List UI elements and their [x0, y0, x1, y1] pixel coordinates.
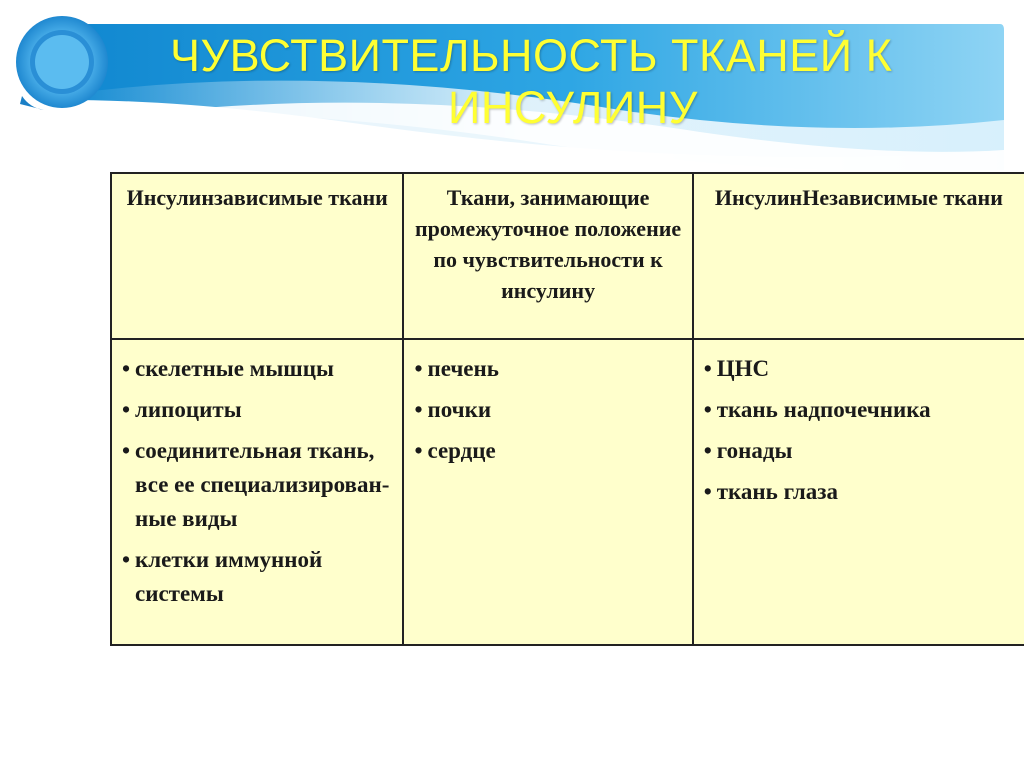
list-item: • почки [416, 393, 683, 427]
cell-insulin-independent [693, 339, 1024, 645]
list-item: • соединительная ткань, все ее специализирован-ные виды [124, 434, 394, 536]
cell-insulin-dependent [111, 339, 403, 645]
list-item: • печень [416, 352, 683, 386]
list-item: • ЦНС [706, 352, 1016, 386]
table-row [111, 339, 1024, 645]
list-intermediate [416, 352, 683, 468]
title-line-1: ЧУВСТВИТЕЛЬНОСТЬ ТКАНЕЙ К [170, 30, 893, 81]
list-item: • скелетные мышцы [124, 352, 394, 386]
header-insulin-independent: ИнсулинНезависимые ткани [693, 173, 1024, 339]
list-item: • ткань глаза [706, 475, 1016, 509]
header-intermediate: Ткани, занимающие промежуточное положение по чувствительности к инсулину [403, 173, 692, 339]
header-insulin-dependent: Инсулинзависимые ткани [111, 173, 403, 339]
tissue-table [110, 172, 1024, 646]
title-line-2: ИНСУЛИНУ [448, 82, 698, 133]
list-item: • ткань надпочечника [706, 393, 1016, 427]
list-item: • липоциты [124, 393, 394, 427]
list-insulin-dependent [124, 352, 394, 611]
page-title [0, 30, 1024, 134]
list-item: • клетки иммунной системы [124, 543, 394, 611]
list-insulin-independent [706, 352, 1016, 509]
list-item: • гонады [706, 434, 1016, 468]
list-item: • сердце [416, 434, 683, 468]
cell-intermediate [403, 339, 692, 645]
table-header-row [111, 173, 1024, 339]
